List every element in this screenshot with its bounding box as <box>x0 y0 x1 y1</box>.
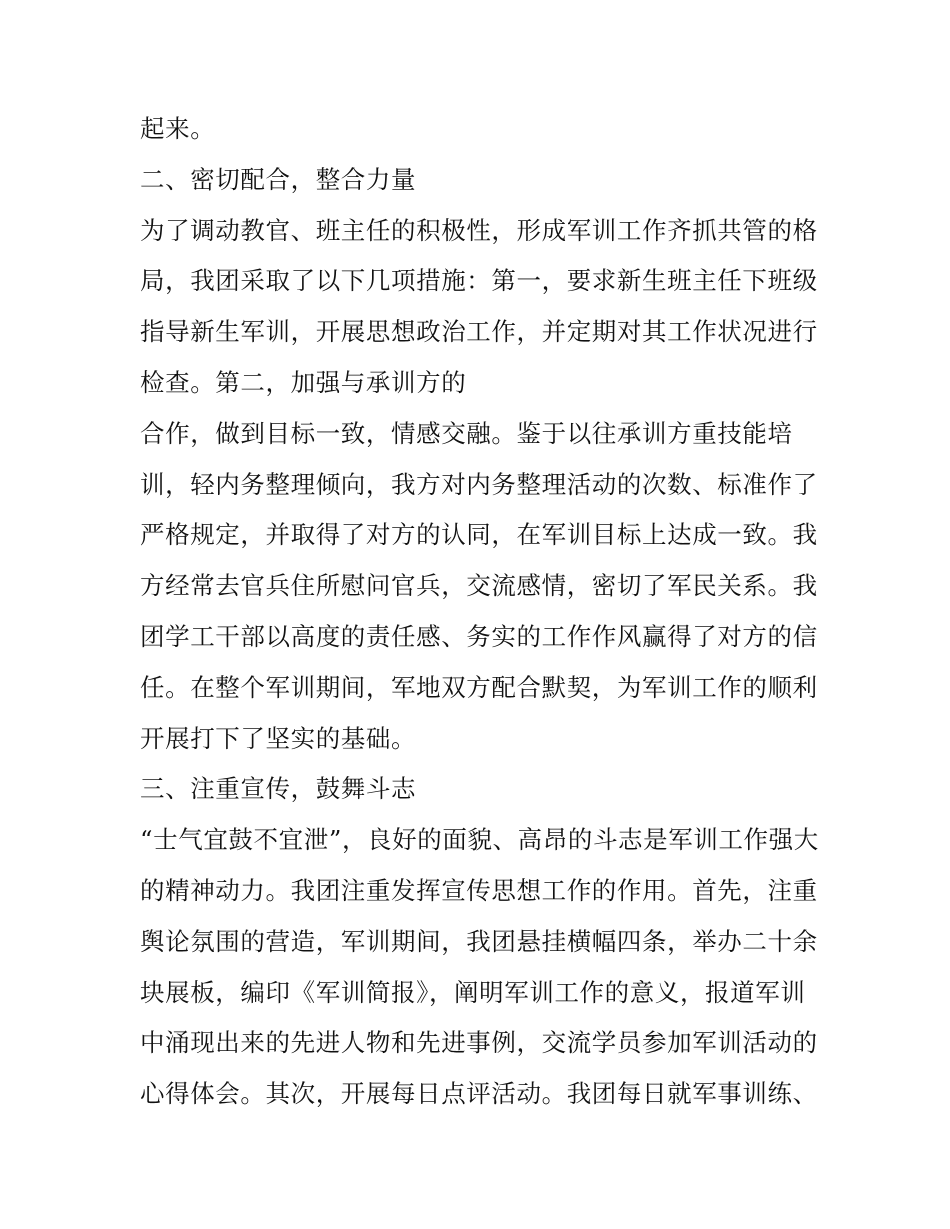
text-line: 严格规定，并取得了对方的认同，在军训目标上达成一致。我 <box>140 520 818 550</box>
text-line: 局，我团采取了以下几项措施：第一，要求新生班主任下班级 <box>140 266 818 296</box>
text-line: 检查。第二，加强与承训方的 <box>140 367 467 397</box>
section-heading-3: 三、注重宣传，鼓舞斗志 <box>140 774 417 804</box>
text-line: 心得体会。其次，开展每日点评活动。我团每日就军事训练、 <box>140 1079 818 1109</box>
document-body <box>140 104 820 1120</box>
text-line: 开展打下了坚实的基础。 <box>140 723 417 753</box>
text-line: 起来。 <box>140 114 216 143</box>
section-heading-2: 二、密切配合，整合力量 <box>140 164 417 194</box>
text-line: 合作，做到目标一致，情感交融。鉴于以往承训方重技能培 <box>140 418 793 448</box>
text-line: 训，轻内务整理倾向，我方对内务整理活动的次数、标准作了 <box>140 469 818 499</box>
text-line: 舆论氛围的营造，军训期间，我团悬挂横幅四条，举办二十余 <box>140 926 818 956</box>
text-line: 为了调动教官、班主任的积极性，形成军训工作齐抓共管的格 <box>140 215 818 245</box>
text-line: 块展板，编印《军训简报》，阐明军训工作的意义，报道军训 <box>140 977 806 1007</box>
text-line: “士气宜鼓不宜泄”，良好的面貌、高昂的斗志是军训工作强大 <box>140 825 819 855</box>
text-line: 团学工干部以高度的责任感、务实的工作作风赢得了对方的信 <box>140 621 818 651</box>
text-line: 指导新生军训，开展思想政治工作，并定期对其工作状况进行 <box>140 317 818 347</box>
text-line: 方经常去官兵住所慰问官兵，交流感情，密切了军民关系。我 <box>140 571 818 601</box>
text-line: 中涌现出来的先进人物和先进事例，交流学员参加军训活动的 <box>140 1028 818 1058</box>
text-line: 的精神动力。我团注重发挥宣传思想工作的作用。首先，注重 <box>140 875 818 905</box>
text-line: 任。在整个军训期间，军地双方配合默契，为军训工作的顺利 <box>140 672 818 702</box>
